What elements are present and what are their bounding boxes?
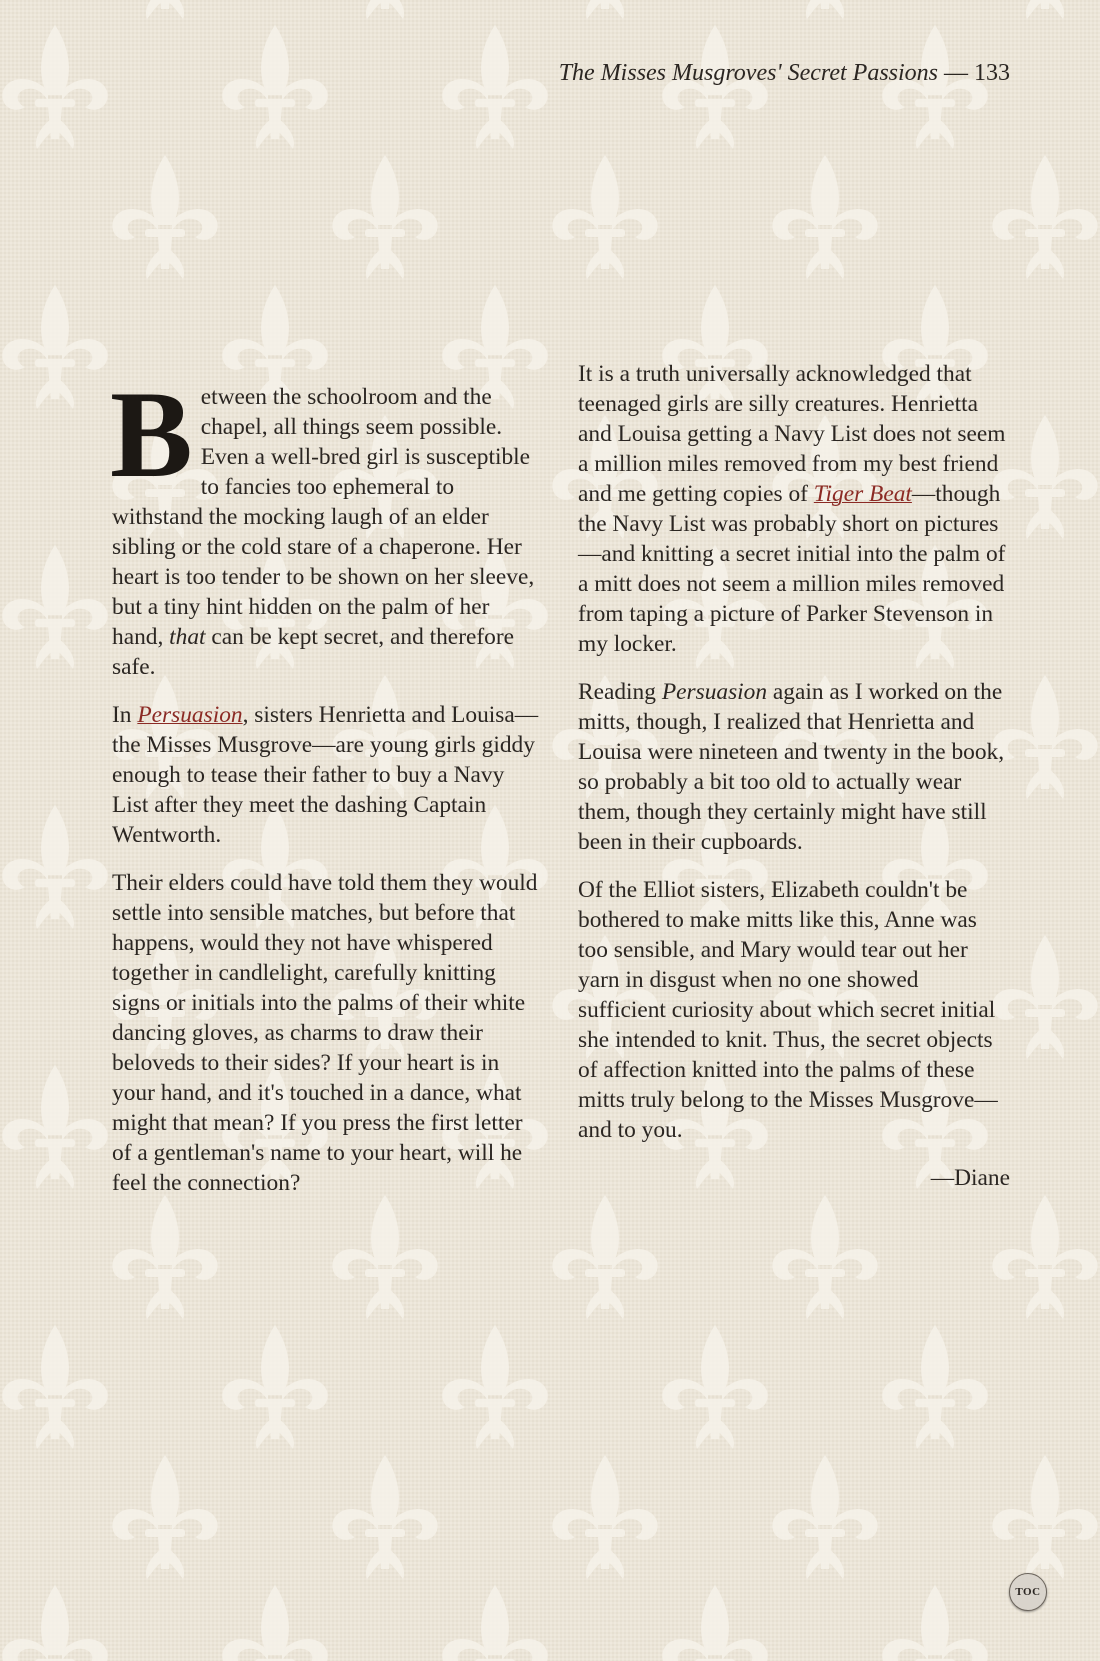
reading-paragraph <box>578 677 1010 857</box>
truth-paragraph <box>578 359 1010 659</box>
elders-paragraph: Their elders could have told them they would settle into sensible matches, but before that happens, would they not have whispered together in candlelight, carefully knitting signs or initials into the palms of their white dancing gloves, as charms to draw their beloveds to their sides? If your heart is in your hand, and it's touched in a dance, what might that mean? If you press the first letter of a gentleman's name to your heart, will he feel the connection? <box>112 870 538 1196</box>
running-header <box>559 60 1010 87</box>
intro-text: etween the schoolroom and the chapel, all things seem possible. Even a well-bred girl is susceptible to fancies too ephemeral to withstand the mocking laugh of an elder sibling or the cold stare of a chaperone. Her heart is too tender to be shown on her sleeve, but a tiny hint hidden on the palm of her hand, <box>112 384 535 650</box>
page-number: 133 <box>974 60 1010 86</box>
persuasion-text-start: In <box>112 702 138 728</box>
truth-text: —though the Navy List was probably short on pictures—and knitting a secret initial into the palm of a mitt does not seem a million miles removed from taping a picture of Parker Stevenson in my locker. <box>578 481 1006 657</box>
toc-button[interactable]: TOC <box>1009 1573 1047 1611</box>
persuasion-paragraph <box>112 700 544 850</box>
tiger-beat-link[interactable]: Tiger Beat <box>813 481 912 507</box>
signature: —Diane <box>930 1165 1010 1191</box>
drop-cap: B <box>110 366 193 503</box>
right-column <box>578 359 1010 1211</box>
persuasion-link[interactable]: Persuasion <box>137 702 243 728</box>
reading-text: again as I worked on the mitts, though, I realized that Henrietta and Louisa were nineteen and twenty in the book, so probably a bit too old to actually wear them, though they certainly might have still been in their cupboards. <box>578 679 1005 855</box>
chapter-title: The Misses Musgroves' Secret Passions <box>558 60 938 86</box>
truth-text-start: It is a truth universally acknowledged that teenaged girls are silly creatures. Henrietta and Louisa getting a Navy List does not seem a million miles removed from my best friend and me getting copies of <box>578 361 1006 507</box>
persuasion-title: Persuasion <box>661 679 768 705</box>
persuasion-text: , sisters Henrietta and Louisa—the Misses Musgrove—are young girls giddy enough to tease their father to buy a Navy List after they meet the dashing Captain Wentworth. <box>112 702 539 848</box>
left-column <box>112 358 544 1216</box>
emphasis-that: that <box>169 624 206 650</box>
intro-text-end: can be kept secret, and therefore safe. <box>112 624 515 680</box>
elliot-paragraph: Of the Elliot sisters, Elizabeth couldn't be bothered to make mitts like this, Anne was too sensible, and Mary would tear out her yarn in disgust when no one showed sufficient curiosity about which secret initial she intended to knit. Thus, the secret objects of affection knitted into the palms of these mitts truly belong to the Misses Musgrove—and to you. <box>578 877 998 1143</box>
header-separator: — <box>938 60 974 86</box>
intro-paragraph <box>112 358 544 682</box>
reading-text-start: Reading <box>578 679 662 705</box>
